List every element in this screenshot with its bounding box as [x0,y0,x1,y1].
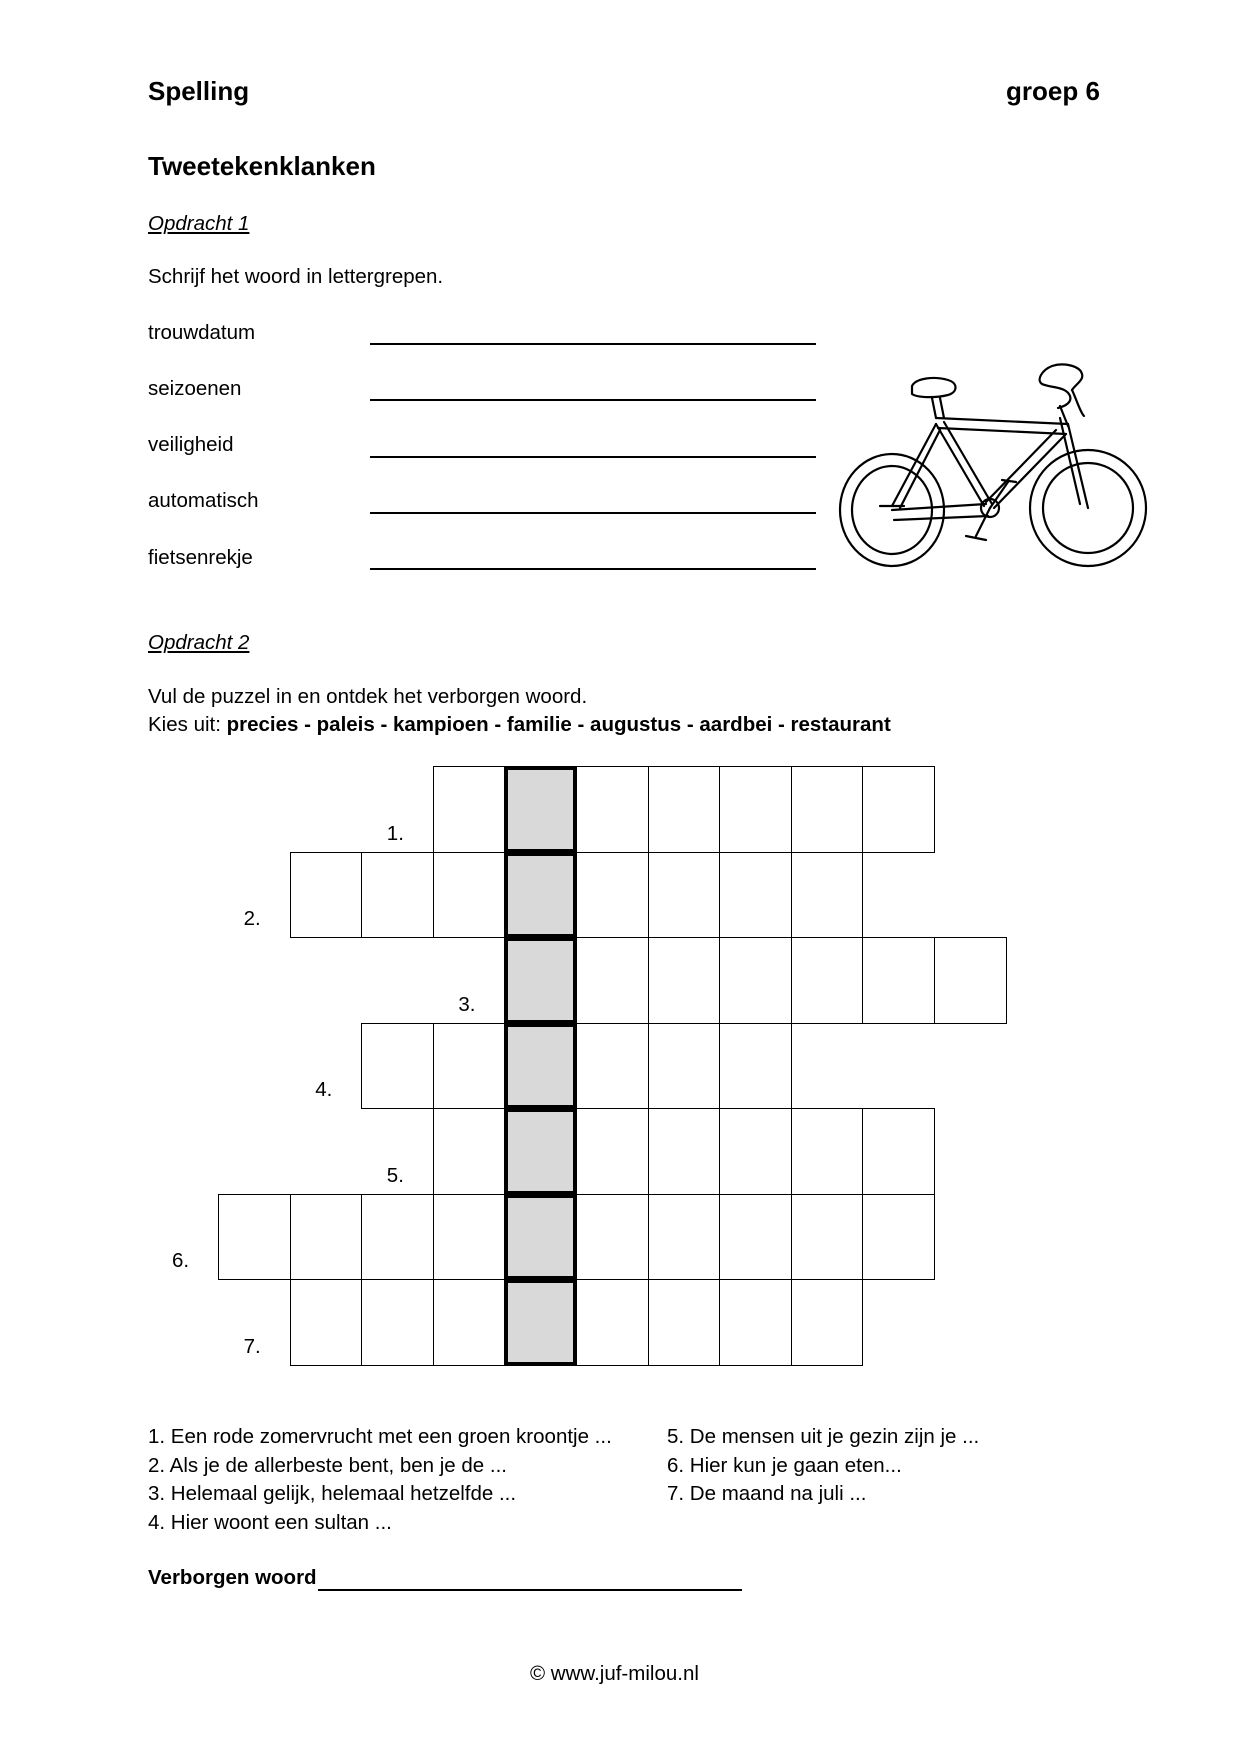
letter-cell[interactable] [433,1279,506,1366]
letter-cell[interactable] [433,766,506,853]
letter-cell[interactable] [433,852,506,939]
word-item: fietsenrekje [148,546,253,569]
letter-cell[interactable] [719,1279,792,1366]
letter-cell[interactable] [218,1194,291,1281]
clue-item: 5. De mensen uit je gezin zijn je ... [667,1425,980,1448]
hidden-letter-cell[interactable] [504,1279,577,1366]
word-item: veiligheid [148,433,234,456]
letter-cell[interactable] [290,1279,363,1366]
page-title: Tweetekenklanken [148,151,376,181]
letter-cell[interactable] [862,1108,935,1195]
letter-cell[interactable] [361,1194,434,1281]
bicycle-icon [836,356,1156,576]
letter-cell[interactable] [433,1194,506,1281]
letter-cell[interactable] [791,852,864,939]
answer-line[interactable] [370,456,816,458]
row-number: 4. [315,1078,333,1101]
clues-right [667,1423,979,1509]
hidden-word-line[interactable] [318,1589,742,1591]
letter-cell[interactable] [719,766,792,853]
letter-cell[interactable] [862,937,935,1024]
letter-cell[interactable] [719,1194,792,1281]
letter-cell[interactable] [719,1023,792,1110]
letter-cell[interactable] [648,852,721,939]
row-number: 7. [243,1334,261,1358]
clue-item: 7. De maand na juli ... [667,1482,867,1505]
letter-cell[interactable] [576,1194,649,1281]
word-choices [148,713,891,737]
letter-cell[interactable] [648,937,721,1024]
letter-cell[interactable] [862,1194,935,1281]
letter-cell[interactable] [433,1108,506,1195]
row-number: 6. [172,1249,190,1272]
letter-cell[interactable] [862,766,935,853]
hidden-letter-cell[interactable] [504,1108,577,1195]
footer-copyright: © www.juf-milou.nl [530,1662,699,1685]
row-number: 2. [243,907,261,930]
letter-cell[interactable] [361,1023,434,1110]
assignment2-instruction [148,685,587,709]
clue-item: 1. Een rode zomervrucht met een groen kroontje ... [148,1425,612,1448]
clue-item: 3. Helemaal gelijk, helemaal hetzelfde ... [148,1482,517,1505]
row-number: 1. [386,821,404,845]
letter-cell[interactable] [576,766,649,853]
choices-prefix: Kies uit: [148,713,227,736]
subject-title: Spelling [148,76,250,106]
hidden-letter-cell[interactable] [504,766,577,853]
hidden-letter-cell[interactable] [504,1194,577,1281]
letter-cell[interactable] [791,937,864,1024]
answer-line[interactable] [370,512,816,514]
assignment2-heading: Opdracht 2 [148,631,250,654]
assignment1-instruction: Schrijf het woord in lettergrepen. [148,265,444,288]
letter-cell[interactable] [719,937,792,1024]
clue-item: 4. Hier woont een sultan ... [148,1510,392,1534]
letter-cell[interactable] [576,1023,649,1110]
row-number: 5. [386,1163,404,1187]
assignment1-heading: Opdracht 1 [148,212,250,235]
letter-cell[interactable] [791,766,864,853]
letter-cell[interactable] [934,937,1007,1024]
letter-cell[interactable] [576,1279,649,1366]
hidden-letter-cell[interactable] [504,937,577,1024]
choices-list: precies - paleis - kampioen - familie - augustus - aardbei - restaurant [226,713,891,736]
letter-cell[interactable] [361,1279,434,1366]
letter-cell[interactable] [576,852,649,939]
clue-item: 6. Hier kun je gaan eten... [667,1453,902,1477]
word-item: trouwdatum [148,321,256,344]
letter-cell[interactable] [648,1194,721,1281]
word-item: seizoenen [148,377,242,400]
hidden-word-label: Verborgen woord [148,1566,317,1589]
letter-cell[interactable] [290,1194,363,1281]
answer-line[interactable] [370,399,816,401]
letter-cell[interactable] [433,1023,506,1110]
letter-cell[interactable] [719,1108,792,1195]
group-label: groep 6 [1006,76,1100,106]
clues-left [148,1423,612,1537]
letter-cell[interactable] [576,1108,649,1195]
answer-line[interactable] [370,343,816,345]
letter-cell[interactable] [791,1108,864,1195]
letter-cell[interactable] [719,852,792,939]
letter-cell[interactable] [648,1279,721,1366]
letter-cell[interactable] [791,1279,864,1366]
letter-cell[interactable] [361,852,434,939]
letter-cell[interactable] [648,1023,721,1110]
clue-item: 2. Als je de allerbeste bent, ben je de ... [148,1453,507,1477]
hidden-letter-cell[interactable] [504,1023,577,1110]
letter-cell[interactable] [290,852,363,939]
answer-line[interactable] [370,568,816,570]
instruction-text: Vul de puzzel in en ontdek het verborgen woord. [148,685,588,708]
word-item: automatisch [148,489,259,512]
letter-cell[interactable] [648,766,721,853]
letter-cell[interactable] [576,937,649,1024]
letter-cell[interactable] [648,1108,721,1195]
hidden-letter-cell[interactable] [504,852,577,939]
row-number: 3. [458,992,476,1016]
letter-cell[interactable] [791,1194,864,1281]
